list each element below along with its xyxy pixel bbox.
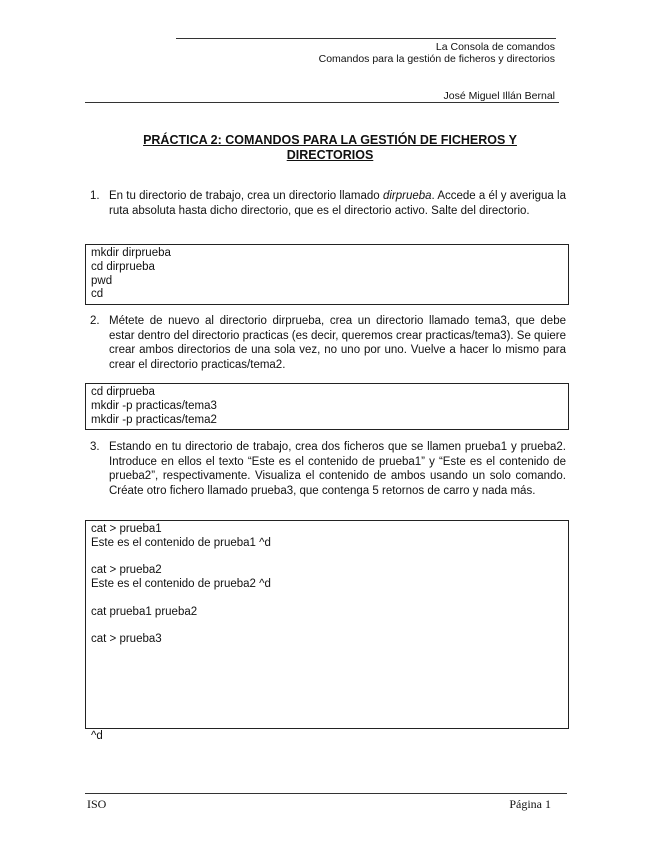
exercise-1-text-b: . Accede a él y averigua la ruta absoluta hasta dicho directorio, que es el directorio activo. Salte del directorio. xyxy=(109,190,567,217)
answer-line: cat prueba1 prueba2 xyxy=(91,605,198,618)
answer-line: mkdir dirprueba xyxy=(91,247,171,259)
footer-left: ISO xyxy=(87,797,107,811)
header-doc-subtitle: Comandos para la gestión de ficheros y directorios xyxy=(318,53,555,65)
answer-line: ^d xyxy=(91,729,103,742)
answer-line: Este es el contenido de prueba1 ^d xyxy=(91,536,271,549)
exercise-1-number: 1. xyxy=(90,190,100,202)
header-doc-title: La Consola de comandos xyxy=(435,41,555,53)
answer-line xyxy=(91,716,563,730)
page-title-line1: PRÁCTICA 2: COMANDOS PARA LA GESTIÓN DE FICHEROS Y xyxy=(143,133,517,147)
answer-line xyxy=(91,647,563,661)
exercise-1-answer-box xyxy=(85,244,569,305)
answer-line: mkdir -p practicas/tema2 xyxy=(91,413,217,426)
page-title-line2: DIRECTORIOS xyxy=(286,148,374,162)
answer-line: cat > prueba3 xyxy=(91,633,162,646)
answer-line xyxy=(91,675,563,689)
answer-line: Este es el contenido de prueba2 ^d xyxy=(91,578,271,591)
footer-page-number: Página 1 xyxy=(509,797,551,811)
answer-line xyxy=(91,551,563,565)
exercise-2-number: 2. xyxy=(90,315,100,327)
exercise-2-text: Métete de nuevo al directorio dirprueba, crea un directorio llamado tema3, que debe estar dentro del directorio practicas (es decir, queremos crear practicas/tema3). Se quiere crear ambos directorios de una sola vez, no uno por uno. Vuelve a hacer lo mismo para crear el directorio practicas/tema2. xyxy=(109,315,567,371)
answer-line: cd xyxy=(91,288,104,301)
header-bottom-rule xyxy=(85,102,559,103)
header-author: José Miguel Illán Bernal xyxy=(443,90,555,102)
exercise-1-text xyxy=(109,189,566,218)
answer-line xyxy=(91,689,563,703)
answer-line: pwd xyxy=(91,274,113,287)
exercise-2 xyxy=(90,314,566,372)
answer-line: cat > prueba1 xyxy=(91,523,162,535)
exercise-3-answer-box xyxy=(85,520,569,742)
exercise-1-text-emph: dirprueba xyxy=(382,190,432,202)
header-top-rule xyxy=(176,38,556,39)
exercise-3-text: Estando en tu directorio de trabajo, crea dos ficheros que se llamen prueba1 y prueba2. Introduce en ellos el texto “Este es el contenido de prueba1” y “Este es el contenido de prueba2”, respectivamente. Visualiza el contenido de ambos usando un solo comando. Créate otro fichero llamado prueba3, que contenga 5 retornos de carro y nada más. xyxy=(109,441,566,497)
answer-line: cat > prueba2 xyxy=(91,564,162,577)
exercise-1 xyxy=(90,189,566,218)
exercise-2-answer-box xyxy=(85,383,569,430)
answer-line xyxy=(91,620,563,634)
exercise-3 xyxy=(90,440,566,498)
answer-line xyxy=(91,592,563,606)
answer-line xyxy=(91,702,563,716)
footer-rule xyxy=(85,793,567,794)
answer-line: mkdir -p practicas/tema3 xyxy=(91,399,217,412)
answer-line: cd dirprueba xyxy=(91,386,155,398)
exercise-1-text-a: En tu directorio de trabajo, crea un directorio llamado xyxy=(109,190,383,202)
page-title xyxy=(100,133,560,163)
answer-line: cd dirprueba xyxy=(91,260,155,273)
answer-line xyxy=(91,661,563,675)
exercise-3-number: 3. xyxy=(90,441,100,453)
